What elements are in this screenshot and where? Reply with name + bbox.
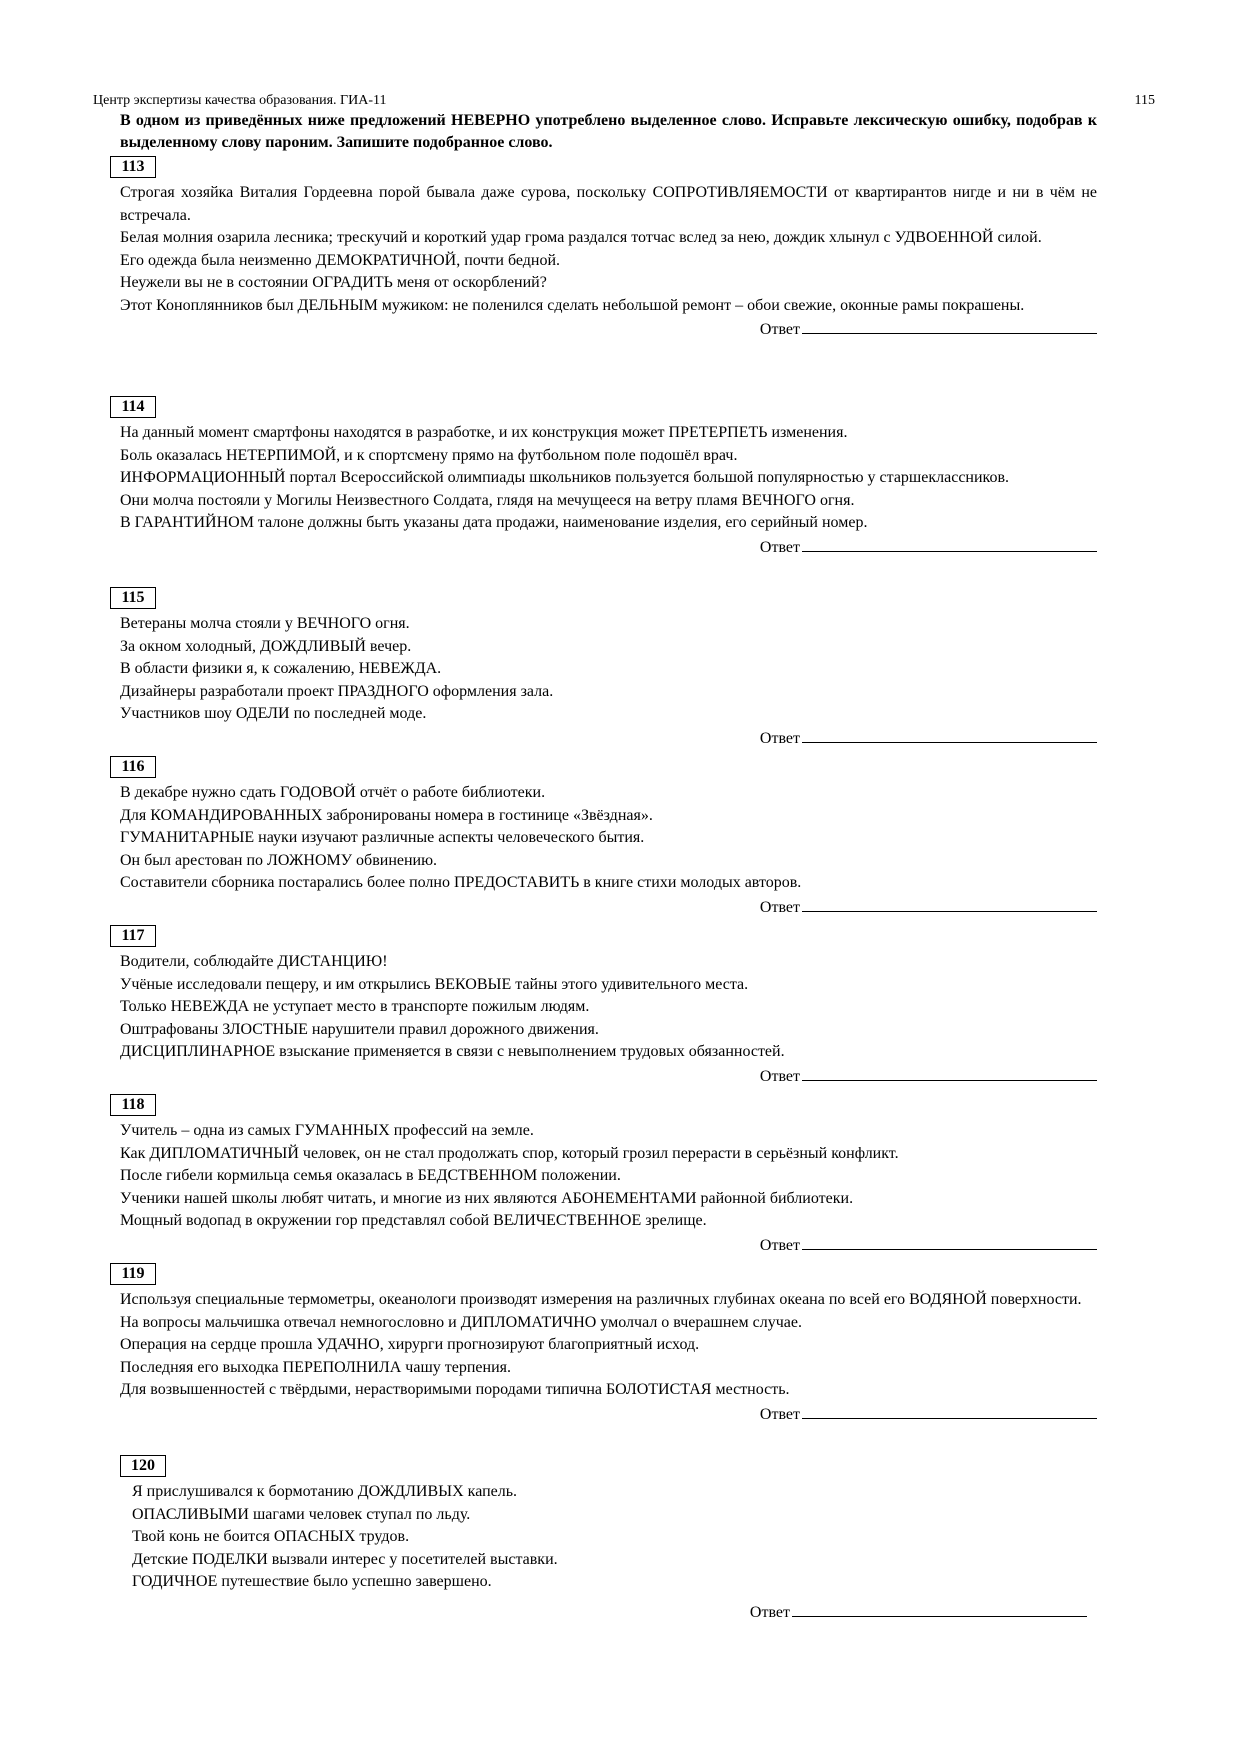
task-number: 114: [110, 396, 156, 418]
sentence: На вопросы мальчишка отвечал немногословно и ДИПЛОМАТИЧНО умолчал о вчерашнем случае.: [120, 1313, 802, 1331]
answer-row: [120, 1600, 1087, 1622]
answer-row: [120, 317, 1097, 339]
sentence-list: [120, 613, 1097, 726]
task-120: [120, 1455, 1097, 1622]
task-115: [120, 587, 1097, 748]
sentence: Я прислушивался к бормотанию ДОЖДЛИВЫХ капель.: [132, 1483, 518, 1500]
sentence-list: [120, 422, 1097, 535]
answer-label: Ответ: [759, 538, 800, 556]
sentence: ОПАСЛИВЫМИ шагами человек ступал по льду.: [132, 1505, 471, 1523]
answer-field[interactable]: [802, 726, 1097, 743]
answer-label: Ответ: [759, 1236, 800, 1254]
task-number: 118: [110, 1094, 156, 1116]
sentence: Детские ПОДЕЛКИ вызвали интерес у посетителей выставки.: [132, 1550, 558, 1568]
header-title: Центр экспертизы качества образования. ГИА-11: [93, 93, 387, 108]
answer-row: [120, 726, 1097, 748]
sentence: Этот Коноплянников был ДЕЛЬНЫМ мужиком: не поленился сделать небольшой ремонт – обои свежие, оконные рамы покрашены.: [120, 296, 1025, 314]
sentence: Его одежда была неизменно ДЕМОКРАТИЧНОЙ, почти бедной.: [120, 251, 561, 269]
task-114: [120, 396, 1097, 557]
sentence: За окном холодный, ДОЖДЛИВЫЙ вечер.: [120, 637, 412, 655]
answer-label: Ответ: [759, 729, 800, 747]
answer-row: [120, 1233, 1097, 1255]
sentence: Дизайнеры разработали проект ПРАЗДНОГО оформления зала.: [120, 682, 554, 700]
sentence-list: [120, 1481, 1097, 1594]
sentence: Операция на сердце прошла УДАЧНО, хирурги прогнозируют благоприятный исход.: [120, 1336, 700, 1353]
answer-row: [120, 895, 1097, 917]
answer-field[interactable]: [802, 317, 1097, 334]
sentence-list: [120, 782, 1097, 895]
sentence: На данный момент смартфоны находятся в разработке, и их конструкция может ПРЕТЕРПЕТЬ изменения.: [120, 424, 848, 441]
sentence: Участников шоу ОДЕЛИ по последней моде.: [120, 705, 427, 722]
sentence: ИНФОРМАЦИОННЫЙ портал Всероссийской олимпиады школьников пользуется большой популярностью у старшеклассников.: [120, 469, 1010, 486]
sentence: Строгая хозяйка Виталия Гордеевна порой бывала даже сурова, поскольку СОПРОТИВЛЯЕМОСТИ от квартирантов нигде и ни в чём не встречала.: [120, 184, 1097, 224]
sentence: Мощный водопад в окружении гор представлял собой ВЕЛИЧЕСТВЕННОЕ зрелище.: [120, 1212, 707, 1229]
task-113: [120, 156, 1097, 339]
answer-label: Ответ: [759, 321, 800, 338]
sentence: Учёные исследовали пещеру, и им открылись ВЕКОВЫЕ тайны этого удивительного места.: [120, 975, 749, 993]
answer-row: [120, 535, 1097, 557]
task-instruction: В одном из приведённых ниже предложений НЕВЕРНО употреблено выделенное слово. Исправьте лексическую ошибку, подобрав к выделенному слову пароним. Запишите подобранное слово.: [120, 112, 1097, 151]
sentence-list: [120, 951, 1097, 1064]
sentence: Оштрафованы ЗЛОСТНЫЕ нарушители правил дорожного движения.: [120, 1020, 599, 1038]
answer-field[interactable]: [802, 1233, 1097, 1250]
answer-field[interactable]: [802, 1402, 1097, 1419]
sentence: Твой конь не боится ОПАСНЫХ трудов.: [132, 1528, 410, 1545]
page-header: [93, 91, 1155, 111]
sentence: В области физики я, к сожалению, НЕВЕЖДА.: [120, 660, 442, 677]
sentence: Неужели вы не в состоянии ОГРАДИТЬ меня от оскорблений?: [120, 274, 547, 291]
task-number: 120: [120, 1455, 166, 1477]
answer-row: [120, 1064, 1097, 1086]
sentence: Он был арестован по ЛОЖНОМУ обвинению.: [120, 851, 438, 869]
sentence: Используя специальные термометры, океанологи производят измерения на различных глубинах океана по всей его ВОДЯНОЙ поверхности.: [120, 1291, 1082, 1308]
sentence: Водители, соблюдайте ДИСТАНЦИЮ!: [120, 953, 388, 970]
task-number: 119: [110, 1263, 156, 1285]
task-number: 113: [110, 156, 156, 178]
task-117: [120, 925, 1097, 1086]
answer-label: Ответ: [759, 898, 800, 916]
answer-field[interactable]: [802, 535, 1097, 552]
sentence: Ученики нашей школы любят читать, и многие из них являются АБОНЕМЕНТАМИ районной библиотеки.: [120, 1189, 854, 1207]
answer-label: Ответ: [759, 1067, 800, 1085]
sentence: ГУМАНИТАРНЫЕ науки изучают различные аспекты человеческого бытия.: [120, 829, 645, 846]
sentence: Для КОМАНДИРОВАННЫХ забронированы номера в гостинице «Звёздная».: [120, 806, 653, 824]
task-118: [120, 1094, 1097, 1255]
task-116: [120, 756, 1097, 917]
answer-label: Ответ: [749, 1603, 790, 1621]
task-number: 115: [110, 587, 156, 609]
sentence: Белая молния озарила лесника; трескучий и короткий удар грома раздался тотчас вслед за нею, дождик хлынул с УДВОЕННОЙ силой.: [120, 229, 1042, 246]
sentence: Только НЕВЕЖДА не уступает место в транспорте пожилым людям.: [120, 998, 590, 1015]
answer-field[interactable]: [802, 895, 1097, 912]
sentence: Они молча постояли у Могилы Неизвестного Солдата, глядя на мечущееся на ветру пламя ВЕЧНОГО огня.: [120, 491, 855, 509]
sentence-list: [120, 1120, 1097, 1233]
page-number: 115: [1134, 93, 1155, 108]
answer-label: Ответ: [759, 1405, 800, 1423]
sentence: ГОДИЧНОЕ путешествие было успешно завершено.: [132, 1573, 492, 1590]
sentence: После гибели кормильца семья оказалась в БЕДСТВЕННОМ положении.: [120, 1167, 621, 1184]
sentence: В ГАРАНТИЙНОМ талоне должны быть указаны дата продажи, наименование изделия, его серийный номер.: [120, 514, 868, 531]
sentence-list: [120, 1289, 1097, 1402]
sentence: В декабре нужно сдать ГОДОВОЙ отчёт о работе библиотеки.: [120, 784, 546, 801]
answer-field[interactable]: [792, 1600, 1087, 1617]
task-number: 116: [110, 756, 156, 778]
sentence-list: [120, 182, 1097, 317]
task-119: [120, 1263, 1097, 1424]
sentence: Как ДИПЛОМАТИЧНЫЙ человек, он не стал продолжать спор, который грозил перерасти в серьёзный конфликт.: [120, 1144, 899, 1162]
sentence: Составители сборника постарались более полно ПРЕДОСТАВИТЬ в книге стихи молодых авторов.: [120, 874, 802, 891]
sentence: Последняя его выходка ПЕРЕПОЛНИЛА чашу терпения.: [120, 1358, 512, 1376]
sentence: ДИСЦИПЛИНАРНОЕ взыскание применяется в связи с невыполнением трудовых обязанностей.: [120, 1043, 785, 1060]
answer-field[interactable]: [802, 1064, 1097, 1081]
sentence: Для возвышенностей с твёрдыми, нерастворимыми породами типична БОЛОТИСТАЯ местность.: [120, 1381, 790, 1398]
task-number: 117: [110, 925, 156, 947]
sentence: Боль оказалась НЕТЕРПИМОЙ, и к спортсмену прямо на футбольном поле подошёл врач.: [120, 446, 738, 464]
sentence: Ветераны молча стояли у ВЕЧНОГО огня.: [120, 615, 410, 632]
answer-row: [120, 1402, 1097, 1424]
sentence: Учитель – одна из самых ГУМАННЫХ профессий на земле.: [120, 1122, 534, 1139]
